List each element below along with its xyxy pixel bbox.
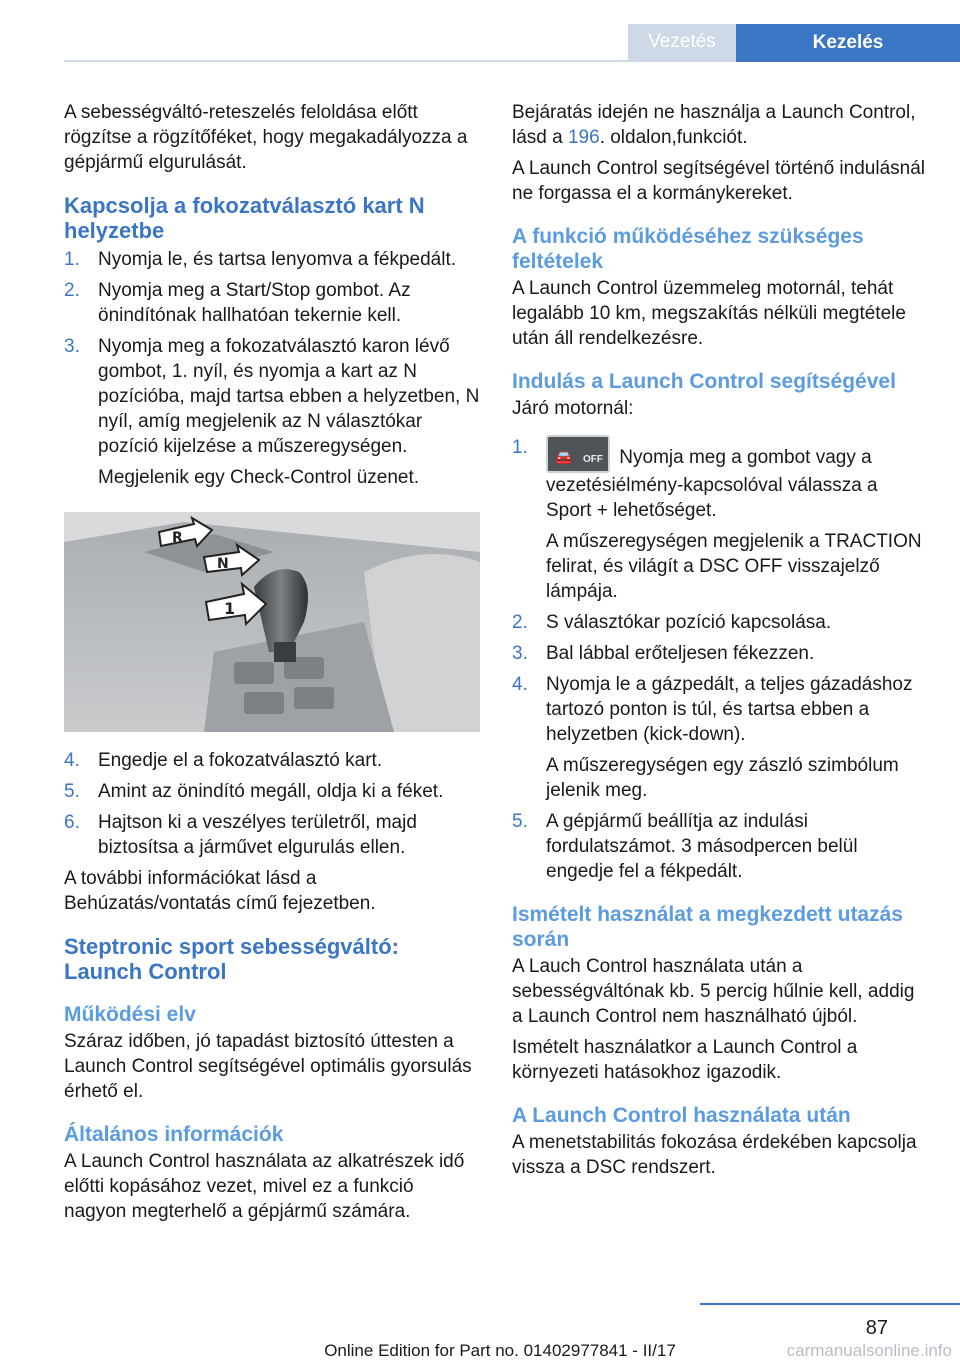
step-number: 4. bbox=[512, 674, 528, 695]
break-in-text-a: Bejáratás idején ne használja a Launch Control, lásd a bbox=[512, 102, 916, 148]
step-text: Hajtson ki a veszélyes területről, majd biztosítsa a járművet elgurulás ellen. bbox=[98, 812, 417, 858]
engine-running-text: Járó motornál: bbox=[512, 398, 634, 419]
list-item bbox=[64, 748, 480, 773]
section-heading-launch-control: Steptronic sport sebességváltó: Launch Control bbox=[64, 934, 399, 984]
towing-reference: A további információkat lásd a Behúzatás/vontatás című fejezetben. bbox=[64, 868, 376, 914]
subheading-working-principle: Működési elv bbox=[64, 1003, 196, 1026]
gear-selector-photo bbox=[64, 512, 480, 732]
step-text: Nyomja meg a Start/Stop gombot. Az önindítónak hallhatóan tekernie kell. bbox=[98, 280, 411, 326]
subheading-repeated-use: Ismételt használat a megkezdett utazás során bbox=[512, 903, 903, 951]
list-item bbox=[64, 278, 480, 328]
step-text: Nyomja le, és tartsa lenyomva a fékpedált. bbox=[98, 249, 457, 270]
list-item bbox=[512, 435, 928, 604]
subheading-start-with-launch: Indulás a Launch Control segítségével bbox=[512, 370, 896, 393]
footer-rule bbox=[700, 1303, 960, 1305]
list-item bbox=[64, 247, 480, 272]
step-text: S választókar pozíció kapcsolása. bbox=[546, 612, 832, 633]
list-item bbox=[512, 641, 928, 666]
repeated-use-text-1: A Lauch Control használata után a sebességváltónak kb. 5 percig hűlnie kell, addig a Launch Control nem használható újból. bbox=[512, 956, 915, 1027]
step-number: 5. bbox=[64, 781, 80, 802]
step-note: Megjelenik egy Check-Control üzenet. bbox=[98, 467, 420, 488]
subheading-general-info: Általános információk bbox=[64, 1123, 284, 1146]
step-number: 6. bbox=[64, 812, 80, 833]
step-number: 4. bbox=[64, 750, 80, 771]
break-in-paragraph bbox=[512, 100, 928, 150]
step-note: A műszeregységen megjelenik a TRACTION felirat, és világít a DSC OFF visszajelző lámpája. bbox=[546, 531, 922, 602]
list-item bbox=[512, 610, 928, 635]
arrow-n-label: N bbox=[217, 556, 229, 572]
step-note: A műszeregységen egy zászló szimbólum jelenik meg. bbox=[546, 755, 899, 801]
edition-note: Online Edition for Part no. 01402977841 - II/17 bbox=[324, 1341, 676, 1360]
step-number: 3. bbox=[512, 643, 528, 664]
tab-vezetes[interactable]: Vezetés bbox=[628, 24, 736, 60]
step-number: 2. bbox=[64, 280, 80, 301]
list-item bbox=[64, 779, 480, 804]
page-number: 87 bbox=[865, 1317, 888, 1339]
dsc-off-button-icon bbox=[546, 435, 610, 473]
working-principle-text: Száraz időben, jó tapadást biztosító úttesten a Launch Control segítségével optimális gyorsulás érhető el. bbox=[64, 1031, 472, 1102]
step-text: Amint az önindító megáll, oldja ki a féket. bbox=[98, 781, 444, 802]
list-item bbox=[64, 334, 480, 490]
list-item bbox=[64, 810, 480, 860]
arrow-1-label: 1 bbox=[224, 599, 236, 618]
step-text: Engedje el a fokozatválasztó kart. bbox=[98, 750, 383, 771]
conditions-text: A Launch Control üzemmeleg motornál, tehát legalább 10 km, megszakítás nélküli megtétele után áll rendelkezésre. bbox=[512, 278, 906, 349]
step-text: A gépjármű beállítja az indulási fordulatszámot. 3 másodpercen belül engedje fel a fékpedált. bbox=[546, 811, 858, 882]
page-link-196[interactable]: 196 bbox=[567, 127, 600, 148]
general-info-text: A Launch Control használata az alkatrészek idő előtti kopásához vezet, mivel ez a funkció nagyon megterhelő a gépjármű számára. bbox=[64, 1151, 465, 1222]
step-text: Nyomja meg a gombot vagy a vezetésiélmény-kapcsolóval válassza a Sport + lehetőséget. bbox=[546, 447, 878, 521]
list-item bbox=[512, 672, 928, 803]
step-number: 1. bbox=[64, 249, 80, 270]
tab-kezeles[interactable]: Kezelés bbox=[736, 24, 960, 62]
step-text: Bal lábbal erőteljesen fékezzen. bbox=[546, 643, 815, 664]
off-label: OFF bbox=[583, 454, 603, 465]
right-column bbox=[512, 100, 928, 1186]
list-item bbox=[512, 809, 928, 884]
step-text: Nyomja le a gázpedált, a teljes gázadáshoz tartozó ponton is túl, és tartsa ebben a helyzetben (kick-down). bbox=[546, 674, 913, 745]
arrow-r-label: R bbox=[172, 530, 183, 546]
watermark: carmanualsonline.info bbox=[786, 1341, 952, 1360]
intro-paragraph: A sebességváltó-reteszelés feloldása előtt rögzítse a rögzítőféket, hogy megakadályozza a gépjármű elgurulását. bbox=[64, 102, 468, 173]
repeated-use-text-2: Ismételt használatkor a Launch Control a környezeti hatásokhoz igazodik. bbox=[512, 1037, 858, 1083]
steering-paragraph: A Launch Control segítségével történő indulásnál ne forgassa el a kormánykereket. bbox=[512, 158, 925, 204]
step-number: 2. bbox=[512, 612, 528, 633]
gear-selector-illustration bbox=[64, 512, 480, 732]
left-column bbox=[64, 100, 480, 1230]
subheading-conditions: A funkció működéséhez szükséges feltételek bbox=[512, 225, 864, 273]
step-number: 3. bbox=[64, 336, 80, 357]
car-skid-icon: 🚘 bbox=[555, 449, 573, 465]
after-use-text: A menetstabilitás fokozása érdekében kapcsolja vissza a DSC rendszert. bbox=[512, 1132, 917, 1178]
break-in-text-b: . oldalon,funkciót. bbox=[599, 127, 748, 148]
step-text: Nyomja meg a fokozatválasztó karon lévő gombot, 1. nyíl, és nyomja a kart az N pozícióba, majd tartsa ebben a helyzetben, N nyíl, amíg megjelenik az N választókar pozíció kijelzése a műszeregységen. bbox=[98, 336, 480, 457]
step-number: 1. bbox=[512, 437, 528, 458]
step-number: 5. bbox=[512, 811, 528, 832]
subheading-after-use: A Launch Control használata után bbox=[512, 1104, 851, 1127]
launch-steps-list bbox=[512, 435, 928, 884]
section-heading-n-position: Kapcsolja a fokozatválasztó kart N helyzetbe bbox=[64, 193, 425, 243]
steps-list-1 bbox=[64, 247, 480, 490]
steps-list-2 bbox=[64, 748, 480, 860]
